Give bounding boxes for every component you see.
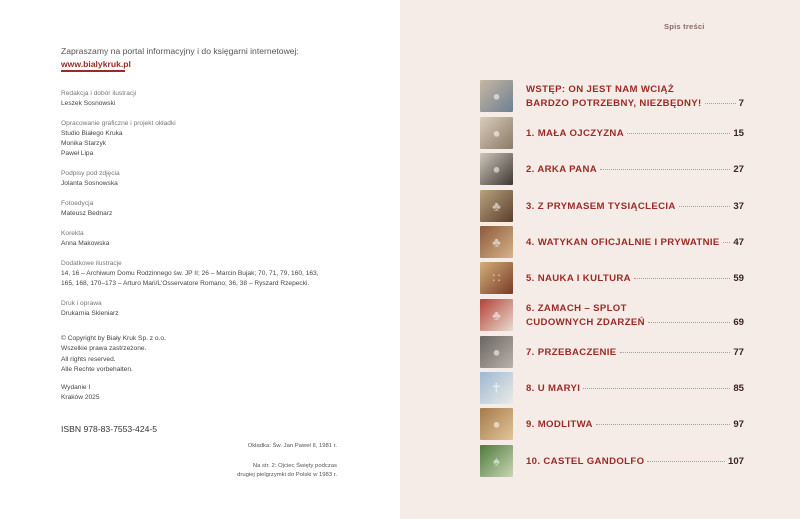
portrait-icon: ● xyxy=(492,125,501,141)
credit-block xyxy=(61,89,381,109)
chapter-title: WSTĘP: ON JEST NAM WCIĄŻ xyxy=(526,84,675,95)
copyright-line: Wszelkie prawa zastrzeżone. xyxy=(61,345,147,353)
toc-entry[interactable] xyxy=(480,408,744,442)
dot-leader xyxy=(627,133,730,134)
page2-caption-line: Na str. 2: Ojciec Święty podczas xyxy=(252,463,337,469)
chapter-title: 6. ZAMACH – SPLOT xyxy=(526,303,627,314)
credit-block xyxy=(61,299,381,319)
dot-leader xyxy=(705,103,736,104)
credit-name: Monika Starzyk xyxy=(61,140,107,147)
toc-entry-text xyxy=(526,346,744,360)
dot-leader xyxy=(600,169,730,170)
chapter-thumbnail xyxy=(480,445,513,477)
chapter-title: 8. U MARYI xyxy=(526,383,581,394)
credit-name: Paweł Lipa xyxy=(61,150,94,157)
chapter-thumbnail xyxy=(480,226,513,258)
crowd-icon: ∷ xyxy=(492,270,501,286)
page-number: 27 xyxy=(733,164,744,175)
credit-name: 14, 16 – Archiwum Domu Rodzinnego św. JP II; 26 – Marcin Bujak; 70, 71, 79, 160, 163, xyxy=(61,270,319,277)
copyright-line: © Copyright by Biały Kruk Sp. z o.o. xyxy=(61,335,166,342)
page-number: 37 xyxy=(733,201,744,212)
page-number: 7 xyxy=(738,98,744,109)
chapter-title: BARDZO POTRZEBNY, NIEZBĘDNY! xyxy=(526,98,702,109)
portrait-icon: ● xyxy=(492,161,501,177)
toc-entry-text xyxy=(526,200,744,214)
credits-list xyxy=(61,89,381,329)
credit-name: Mateusz Bednarz xyxy=(61,210,113,217)
chapter-title: 7. PRZEBACZENIE xyxy=(526,347,617,358)
toc-entry[interactable] xyxy=(480,226,744,260)
page2-caption-line: drugiej pielgrzymki do Polski w 1983 r. xyxy=(237,472,337,478)
chapter-thumbnail xyxy=(480,262,513,294)
edition-line: Wydanie I xyxy=(61,384,91,391)
chapter-thumbnail xyxy=(480,408,513,440)
dot-leader xyxy=(723,242,731,243)
chapter-title: 2. ARKA PANA xyxy=(526,164,598,175)
page-number: 69 xyxy=(733,317,744,328)
page-number: 97 xyxy=(733,419,744,430)
credit-block xyxy=(61,229,381,249)
toc-entry-text xyxy=(526,302,744,330)
dot-leader xyxy=(620,352,731,353)
isbn: ISBN 978-83-7553-424-5 xyxy=(61,424,158,434)
credit-heading: Druk i oprawa xyxy=(61,300,102,307)
dot-leader xyxy=(583,388,730,389)
dot-leader xyxy=(596,424,731,425)
portrait-icon: ● xyxy=(492,344,501,360)
chapter-title: 1. MAŁA OJCZYZNA xyxy=(526,128,624,139)
people-icon: ♣ xyxy=(492,234,501,250)
credit-name: Anna Makowska xyxy=(61,240,110,247)
page-number: 85 xyxy=(733,383,744,394)
credit-heading: Redakcja i dobór ilustracji xyxy=(61,90,137,97)
toc-entry-text xyxy=(526,163,744,177)
page-number: 107 xyxy=(727,456,744,467)
toc-entry-text xyxy=(526,127,744,141)
credit-heading: Opracowanie graficzne i projekt okładki xyxy=(61,120,176,127)
page-title: Spis treści xyxy=(664,22,705,31)
toc-entry-text xyxy=(526,272,744,286)
copyright-line: Alle Rechte vorbehalten. xyxy=(61,365,133,373)
portrait-icon: ● xyxy=(492,88,501,104)
credit-name: Jolanta Sosnowska xyxy=(61,180,118,187)
toc-entry[interactable] xyxy=(480,190,744,224)
dot-leader xyxy=(648,322,730,323)
chapter-title: 4. WATYKAN OFICJALNIE I PRYWATNIE xyxy=(526,237,720,248)
cover-caption: Okładka: Św. Jan Paweł II, 1981 r. xyxy=(247,443,337,449)
credit-heading: Fotoedycja xyxy=(61,200,94,207)
toc-entry[interactable] xyxy=(480,336,744,370)
chapter-thumbnail xyxy=(480,190,513,222)
credit-name: Drukarnia Skleniarz xyxy=(61,310,119,317)
chapter-thumbnail xyxy=(480,336,513,368)
toc-entry-text xyxy=(526,455,744,469)
photo-captions xyxy=(137,442,337,480)
credit-name: Leszek Sosnowski xyxy=(61,100,116,107)
dot-leader xyxy=(679,206,731,207)
credit-block xyxy=(61,259,381,289)
chapter-thumbnail xyxy=(480,299,513,331)
page-number: 59 xyxy=(733,273,744,284)
dot-leader xyxy=(634,278,730,279)
garden-icon: ♠ xyxy=(493,453,500,469)
toc-entry[interactable] xyxy=(480,117,744,151)
chapter-title: 9. MODLITWA xyxy=(526,419,593,430)
chapter-thumbnail xyxy=(480,372,513,404)
toc-entry[interactable] xyxy=(480,372,744,406)
toc-entry-text xyxy=(526,418,744,432)
toc-entry[interactable] xyxy=(480,262,744,296)
chapter-title: 10. CASTEL GANDOLFO xyxy=(526,456,645,467)
chapter-title: 5. NAUKA I KULTURA xyxy=(526,273,631,284)
chapter-title: 3. Z PRYMASEM TYSIĄCLECIA xyxy=(526,201,676,212)
credit-block xyxy=(61,119,381,159)
credit-block xyxy=(61,169,381,189)
chapter-thumbnail xyxy=(480,153,513,185)
people-icon: ♣ xyxy=(492,307,501,323)
edition-line: Kraków 2025 xyxy=(61,394,100,401)
chapter-thumbnail xyxy=(480,80,513,112)
credit-name: Studio Białego Kruka xyxy=(61,130,123,137)
toc-entry-text xyxy=(526,382,744,396)
page-number: 47 xyxy=(733,237,744,248)
toc-entry-text xyxy=(526,83,744,111)
toc-entry[interactable] xyxy=(480,153,744,187)
right-page-contents xyxy=(400,0,800,519)
credit-name: 165, 168, 170–173 – Arturo Mari/L'Osservatore Romano; 36, 38 – Ryszard Rzepecki. xyxy=(61,280,310,287)
copyright-line: All rights reserved. xyxy=(61,355,116,363)
portrait-icon: ● xyxy=(492,416,501,432)
toc-entry[interactable] xyxy=(480,80,744,114)
credit-block xyxy=(61,199,381,219)
portal-invite-text: Zapraszamy na portal informacyjny i do księgarni internetowej: xyxy=(61,46,299,56)
toc-entry[interactable] xyxy=(480,445,744,479)
credit-heading: Podpisy pod zdjęcia xyxy=(61,170,120,177)
figure-icon: ✝ xyxy=(491,380,502,396)
people-icon: ♣ xyxy=(492,198,501,214)
portal-link-underline xyxy=(61,70,125,72)
page-number: 77 xyxy=(733,347,744,358)
chapter-title: CUDOWNYCH ZDARZEŃ xyxy=(526,317,645,328)
dot-leader xyxy=(647,461,725,462)
toc-entry-text xyxy=(526,236,744,250)
copyright-block xyxy=(61,334,261,375)
portal-link[interactable]: www.bialykruk.pl xyxy=(61,59,131,69)
chapter-thumbnail xyxy=(480,117,513,149)
page-number: 15 xyxy=(733,128,744,139)
credit-heading: Korekta xyxy=(61,230,84,237)
credit-heading: Dodatkowe ilustracje xyxy=(61,260,122,267)
toc-entry[interactable] xyxy=(480,299,744,333)
edition-block xyxy=(61,383,261,403)
